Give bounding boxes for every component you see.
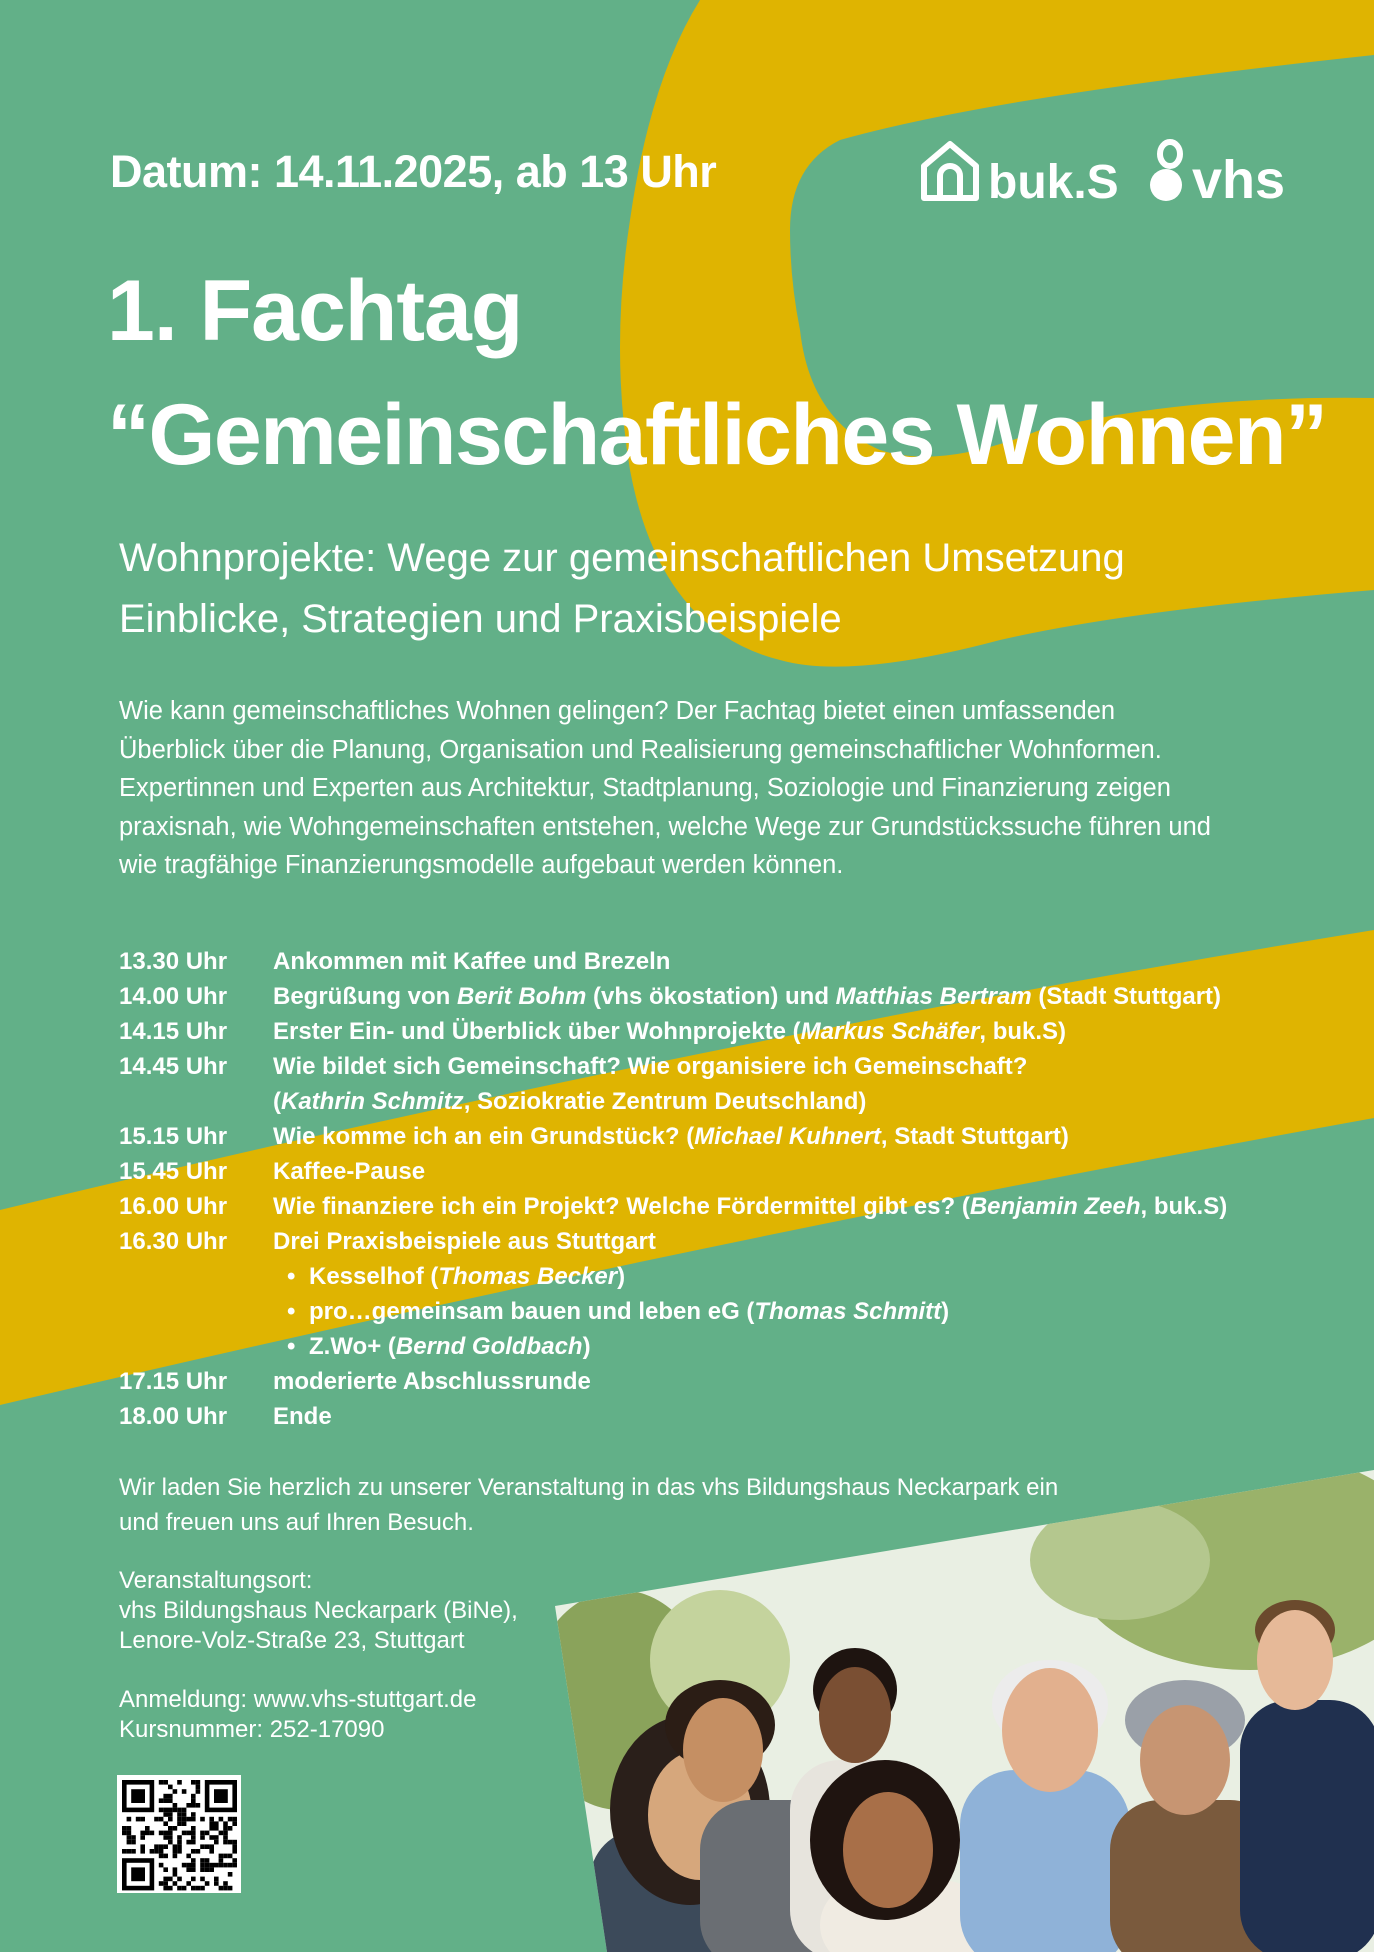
intro-line: Überblick über die Planung, Organisation und Realisierung gemeinschaftlicher Wohnformen. <box>119 735 1162 764</box>
speaker-name: Matthias Bertram <box>835 983 1032 1010</box>
program-row <box>119 1259 1359 1294</box>
program-time: 14.00 Uhr <box>119 983 228 1010</box>
title-line-2: “Gemeinschaftliches Wohnen” <box>107 387 1327 483</box>
program-time: 15.45 Uhr <box>119 1158 228 1185</box>
program-description <box>273 979 1221 1014</box>
program-schedule <box>119 944 1359 1434</box>
venue-name: vhs Bildungshaus Neckarpark (BiNe), <box>119 1597 518 1624</box>
program-description <box>273 944 670 979</box>
program-text: Wie finanziere ich ein Projekt? Welche Fördermittel gibt es? ( <box>273 1193 970 1220</box>
program-description <box>273 1329 591 1364</box>
program-row <box>119 1189 1359 1224</box>
program-text: pro…gemeinsam bauen und leben eG ( <box>309 1298 755 1325</box>
intro-paragraph <box>119 692 1319 885</box>
invitation-line: Wir laden Sie herzlich zu unserer Veranstaltung in das vhs Bildungshaus Neckarpark ein <box>119 1474 1059 1501</box>
program-row <box>119 1154 1359 1189</box>
program-time: 14.45 Uhr <box>119 1053 228 1080</box>
program-time: 14.15 Uhr <box>119 1018 228 1045</box>
speaker-name: Berit Bohm <box>456 983 587 1010</box>
speaker-name: Kathrin Schmitz <box>281 1088 464 1115</box>
program-text: , buk.S) <box>979 1018 1067 1045</box>
program-row <box>119 1084 1359 1119</box>
program-time <box>119 1084 273 1119</box>
qr-code[interactable] <box>117 1775 241 1893</box>
speaker-name: Thomas Becker <box>438 1263 618 1290</box>
program-row <box>119 1399 1359 1434</box>
course-number: Kursnummer: 252-17090 <box>119 1716 385 1743</box>
speaker-name: Michael Kuhnert <box>694 1123 881 1150</box>
registration-info <box>119 1685 477 1745</box>
program-description <box>273 1084 866 1119</box>
program-description <box>273 1294 949 1329</box>
program-text: , buk.S) <box>1140 1193 1228 1220</box>
subtitle-line-2: Einblicke, Strategien und Praxisbeispiele <box>119 597 842 641</box>
program-text: Kaffee-Pause <box>273 1158 426 1185</box>
program-time: 18.00 Uhr <box>119 1403 228 1430</box>
program-text: ( <box>273 1088 281 1115</box>
program-description <box>273 1154 425 1189</box>
program-text: Begrüßung von <box>273 983 457 1010</box>
speaker-name: Markus Schäfer <box>800 1018 980 1045</box>
program-description <box>273 1399 332 1434</box>
program-text: Erster Ein- und Überblick über Wohnprojekte ( <box>273 1018 801 1045</box>
title-line-1: 1. Fachtag <box>107 263 523 359</box>
program-row <box>119 1224 1359 1259</box>
program-row <box>119 1119 1359 1154</box>
program-time: 16.30 Uhr <box>119 1228 228 1255</box>
registration-url: Anmeldung: www.vhs-stuttgart.de <box>119 1686 477 1713</box>
speaker-name: Benjamin Zeeh <box>969 1193 1141 1220</box>
program-row <box>119 944 1359 979</box>
program-text: Drei Praxisbeispiele aus Stuttgart <box>273 1228 656 1255</box>
program-time: 17.15 Uhr <box>119 1368 228 1395</box>
program-row <box>119 1294 1359 1329</box>
program-time <box>119 1329 273 1364</box>
event-date: Datum: 14.11.2025, ab 13 Uhr <box>110 146 717 197</box>
venue-info <box>119 1566 518 1656</box>
vhs-pear-icon <box>1150 142 1182 201</box>
program-text: Z.Wo+ ( <box>309 1333 396 1360</box>
program-time: 13.30 Uhr <box>119 948 228 975</box>
venue-address: Lenore-Volz-Straße 23, Stuttgart <box>119 1627 465 1654</box>
program-text: ) <box>582 1333 591 1360</box>
intro-line: Wie kann gemeinschaftliches Wohnen gelingen? Der Fachtag bietet einen umfassenden <box>119 697 1116 725</box>
program-description <box>273 1224 656 1259</box>
program-description <box>273 1364 591 1399</box>
program-text: (Stadt Stuttgart) <box>1031 983 1222 1010</box>
intro-line: praxisnah, wie Wohngemeinschaften entstehen, welche Wege zur Grundstückssuche führen und <box>119 812 1211 841</box>
program-text: ) <box>617 1263 626 1290</box>
program-text: ) <box>941 1298 950 1325</box>
program-text: (vhs ökostation) und <box>586 983 836 1010</box>
program-description <box>273 1259 625 1294</box>
program-row <box>119 1329 1359 1364</box>
program-text: Kesselhof ( <box>309 1263 439 1290</box>
speaker-name: Bernd Goldbach <box>395 1333 583 1360</box>
intro-line: wie tragfähige Finanzierungsmodelle aufgebaut werden können. <box>119 851 844 879</box>
program-description <box>273 1189 1227 1224</box>
program-text: , Soziokratie Zentrum Deutschland) <box>463 1088 867 1115</box>
vhs-logo: vhs <box>1192 150 1286 210</box>
program-row <box>119 1364 1359 1399</box>
program-text: Wie komme ich an ein Grundstück? ( <box>273 1123 695 1150</box>
program-description <box>273 1014 1066 1049</box>
program-description <box>273 1049 1027 1084</box>
program-text: Wie bildet sich Gemeinschaft? Wie organisiere ich Gemeinschaft? <box>273 1053 1028 1080</box>
buks-logo: buk.S <box>988 156 1119 209</box>
venue-label: Veranstaltungsort: <box>119 1567 313 1594</box>
program-text: , Stadt Stuttgart) <box>880 1123 1069 1150</box>
program-time: 16.00 Uhr <box>119 1193 228 1220</box>
subtitle-line-1: Wohnprojekte: Wege zur gemeinschaftlichen Umsetzung <box>119 536 1125 580</box>
buks-house-icon <box>924 144 976 198</box>
program-time <box>119 1294 273 1329</box>
program-row <box>119 1049 1359 1084</box>
program-description <box>273 1119 1069 1154</box>
invitation-line: und freuen uns auf Ihren Besuch. <box>119 1509 474 1536</box>
program-text: moderierte Abschlussrunde <box>273 1368 591 1395</box>
program-time <box>119 1259 273 1294</box>
program-text: Ende <box>273 1403 332 1430</box>
program-time: 15.15 Uhr <box>119 1123 228 1150</box>
program-row <box>119 979 1359 1014</box>
speaker-name: Thomas Schmitt <box>754 1298 942 1325</box>
intro-line: Expertinnen und Experten aus Architektur, Stadtplanung, Soziologie und Finanzierung zeigen <box>119 774 1171 802</box>
program-row <box>119 1014 1359 1049</box>
program-text: Ankommen mit Kaffee und Brezeln <box>273 948 671 975</box>
invitation-text <box>119 1470 1058 1540</box>
partner-logos <box>920 130 1300 210</box>
